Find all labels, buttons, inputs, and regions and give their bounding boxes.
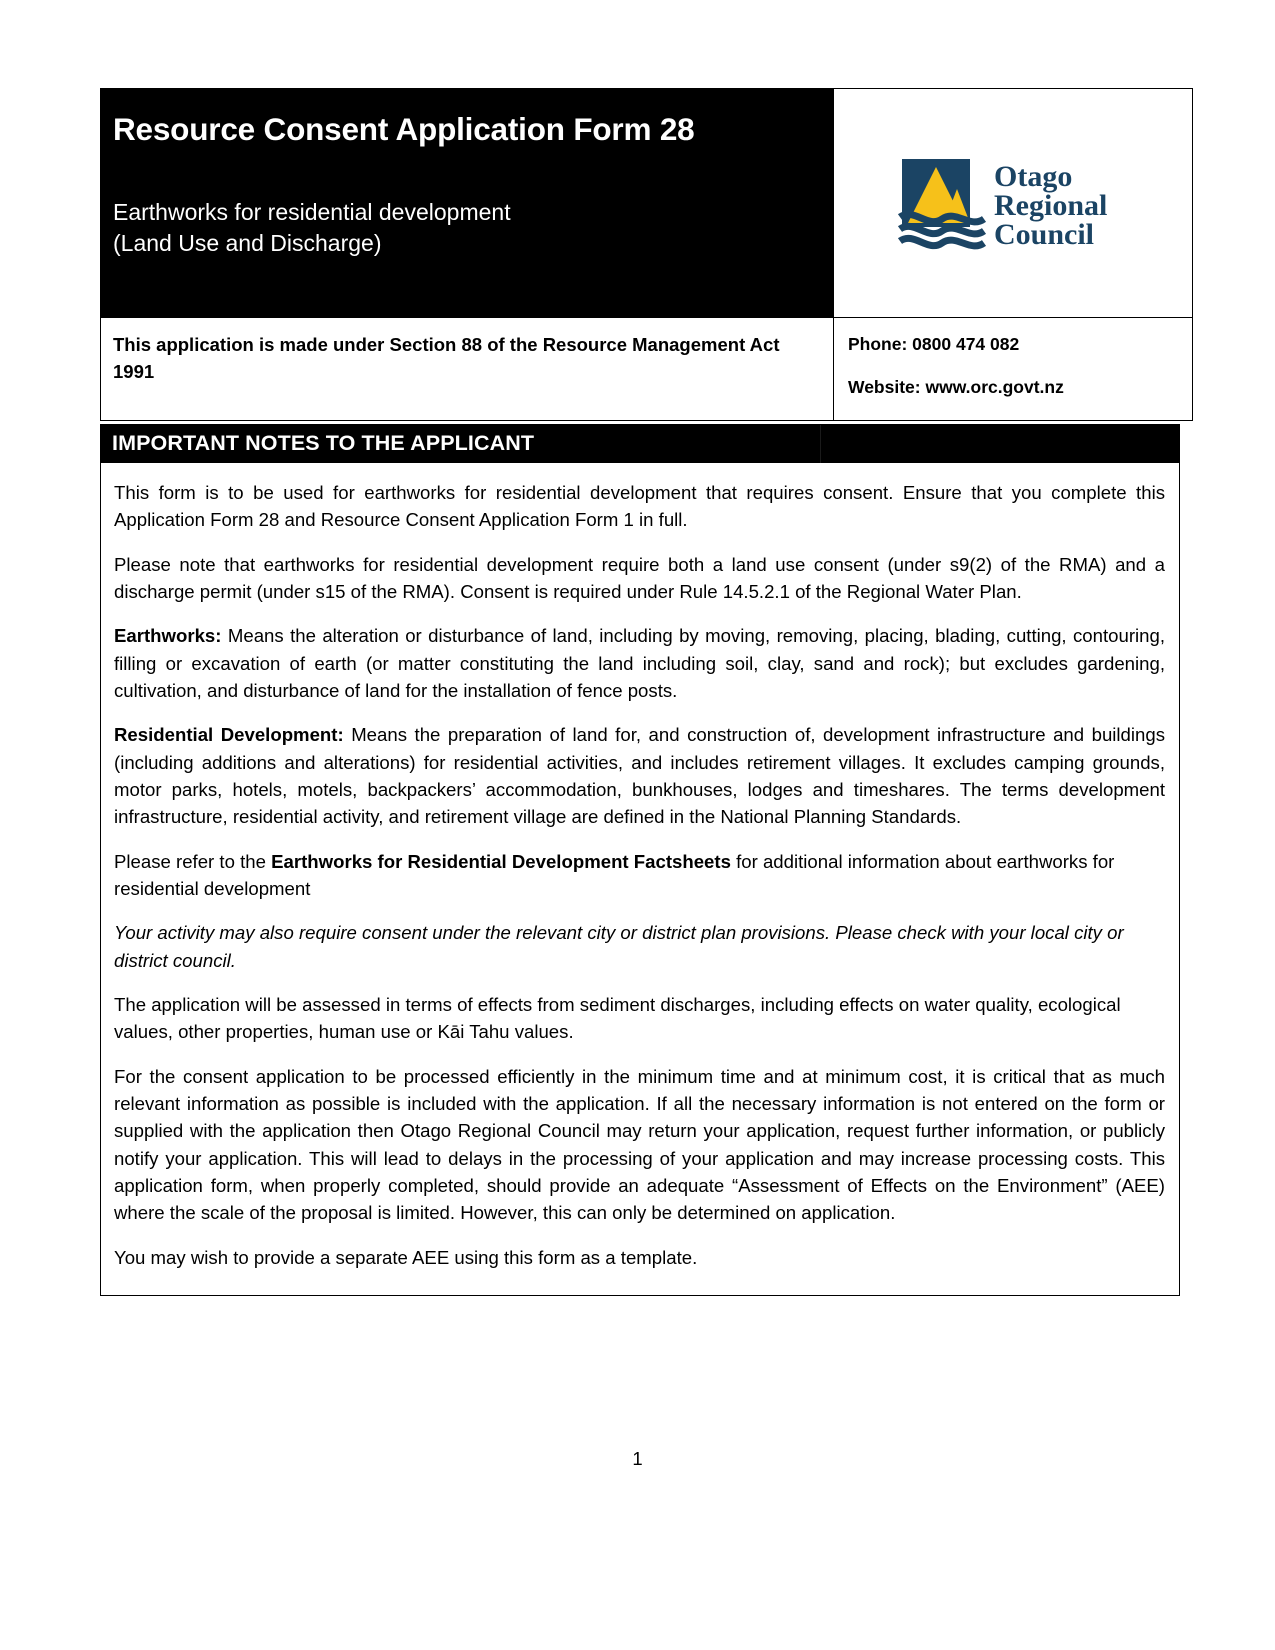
- note-paragraph-1: This form is to be used for earthworks for residential development that requires consent. Ensure that you complete this Application Form 28 and Resource Consent Application Form 1 in full.: [114, 482, 1165, 531]
- note-paragraph-district-plan: Your activity may also require consent under the relevant city or district plan provisions. Please check with your local city or district council.: [114, 922, 1124, 971]
- form-subtitle: [113, 197, 833, 259]
- contact-phone: Phone: 0800 474 082: [848, 334, 1020, 354]
- note-paragraph-assessment: The application will be assessed in terms of effects from sediment discharges, including effects on water quality, ecological values, other properties, human use or Kāi Tahu values.: [114, 993, 1121, 1043]
- factsheets-post-text: for additional information about earthworks for residential development: [114, 850, 1115, 899]
- contact-details-cell: [834, 318, 1193, 421]
- note-paragraph-aee-template: You may wish to provide a separate AEE using this form as a template.: [114, 1246, 698, 1268]
- otago-regional-council-logo: [898, 153, 1128, 253]
- residential-term-label: Residential Development:: [114, 724, 344, 746]
- note-paragraph-2: Please note that earthworks for residential development require both a land use consent (under s9(2) of the RMA) and a discharge permit (under s15 of the RMA). Consent is required under Rule 14.5.2.1 of the Regional Water Plan.: [114, 553, 1165, 602]
- page-title: Resource Consent Application Form 28: [113, 111, 695, 147]
- important-notes-header: [101, 425, 1179, 463]
- contact-website: Website: www.orc.govt.nz: [848, 376, 1064, 397]
- important-notes-heading: IMPORTANT NOTES TO THE APPLICANT: [112, 431, 535, 456]
- earthworks-term-text: Means the alteration or disturbance of land, including by moving, removing, placing, blading, cutting, contouring, filling or excavation of earth (or matter constituting the land including soil, clay, sand and rock); but excludes gardening, cultivation, and disturbance of land for the installation of fence posts.: [114, 625, 1165, 701]
- header-cell-divider: [820, 425, 821, 463]
- orc-logo-icon: [898, 153, 1128, 253]
- logo-text-line3: Council: [994, 217, 1095, 251]
- form-subtitle-line2: (Land Use and Discharge): [113, 230, 382, 257]
- factsheets-title: Earthworks for Residential Development Factsheets: [271, 850, 731, 872]
- form-subtitle-line1: Earthworks for residential development: [113, 199, 511, 226]
- form-title-cell: [101, 89, 834, 318]
- page-number: 1: [632, 1448, 643, 1469]
- logo-text-line1: Otago: [994, 159, 1073, 193]
- important-notes-box: [100, 424, 1180, 1296]
- residential-term-text: Means the preparation of land for, and construction of, development infrastructure and buildings (including additions and alterations) for residential activities, and includes retirement villages. It excludes camping grounds, motor parks, hotels, motels, backpackers’ accommodation, bunkhouses, lodges and timeshares. The terms development infrastructure, residential activity, and retirement village are defined in the National Planning Standards.: [114, 724, 1166, 828]
- legal-statement-cell: This application is made under Section 88 of the Resource Management Act 1991: [101, 318, 834, 421]
- important-notes-body: [101, 463, 1179, 1295]
- note-paragraph-residential-definition: [114, 721, 1165, 830]
- note-paragraph-processing: For the consent application to be processed efficiently in the minimum time and at minimum cost, it is critical that as much relevant information as possible is included with the application. If all the necessary information is not entered on the form or supplied with the application then Otago Regional Council may return your application, request further information, or publicly notify your application. This will lead to delays in the processing of your application and may increase processing costs. This application form, when properly completed, should provide an adequate “Assessment of Effects on the Environment” (AEE) where the scale of the proposal is limited. However, this can only be determined on application.: [114, 1065, 1165, 1224]
- note-paragraph-factsheets: [114, 848, 1165, 903]
- form-header-table: [100, 88, 1193, 421]
- factsheets-pre-text: Please refer to the: [114, 850, 272, 872]
- logo-cell: [834, 89, 1193, 318]
- note-paragraph-earthworks-definition: [114, 622, 1165, 704]
- logo-text-line2: Regional: [994, 188, 1108, 222]
- earthworks-term-label: Earthworks:: [114, 625, 222, 647]
